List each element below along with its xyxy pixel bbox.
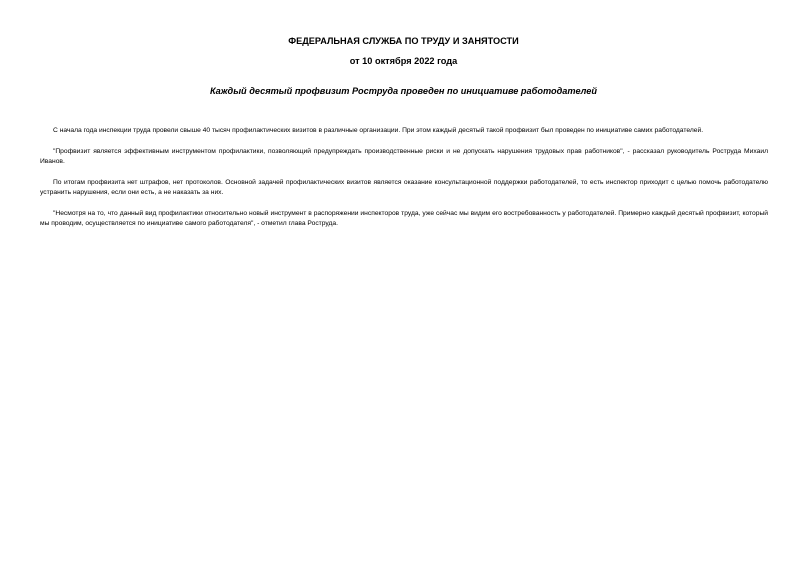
paragraph: "Профвизит является эффективным инструментом профилактики, позволяющий предупреждать производственные риски и не допускать нарушения трудовых прав работников", - рассказал руководитель Роструда Михаил Иванов. (40, 148, 768, 165)
paragraph: "Несмотря на то, что данный вид профилактики относительно новый инструмент в распоряжении инспекторов труда, уже сейчас мы видим его востребованность у работодателей. Примерно каждый десятый профвизит, который мы проводим, осуществляется по инициативе самого работодателя", - отметил глава Роструда. (40, 210, 768, 227)
news-headline: Каждый десятый профвизит Роструда проведен по инициативе работодателей (210, 86, 597, 96)
agency-title: ФЕДЕРАЛЬНАЯ СЛУЖБА ПО ТРУДУ И ЗАНЯТОСТИ (288, 36, 519, 46)
document-date: от 10 октября 2022 года (349, 56, 458, 66)
document-body (40, 126, 768, 240)
paragraph: По итогам профвизита нет штрафов, нет протоколов. Основной задачей профилактических визитов является оказание консультационной поддержки работодателей, то есть инспектор приходит с целью помочь работодателю устранить нарушения, если они есть, а не наказать за них. (40, 179, 768, 196)
paragraph: С начала года инспекции труда провели свыше 40 тысяч профилактических визитов в различные организации. При этом каждый десятый такой профвизит был проведен по инициативе самих работодателей. (53, 127, 704, 134)
